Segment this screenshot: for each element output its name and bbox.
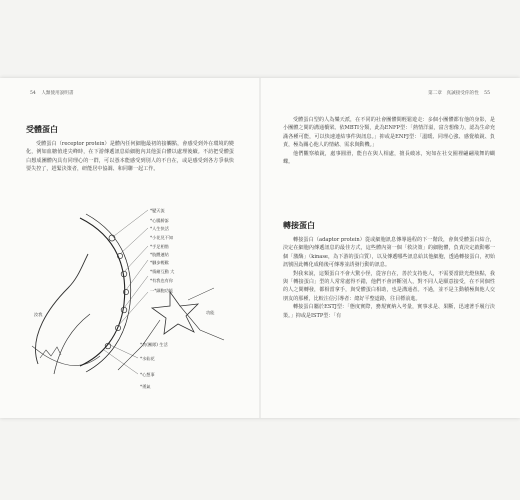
sketch-label-10: 一*細胞功能 [150,288,174,293]
sketch-label-9: *有我也有你 [150,278,174,283]
receptor-paragraph: 受體蛋白（receptor protein）是體內任何細胞最初的接觸點，會感受到外在環境的變化，例如血糖值達尖峰時，在下游傳遞訊息給細胞內其他蛋白體以處理後續。不訪把受體蛋白想成團體內具有同理心的一群，可以憑本能感受到別人的不自在，或是感受到各方爭執快要失控了，趕緊決策者，研能居中協調、和同聯一起工作。 [26,141,234,173]
adaptor-paragraph-2: 對我來說，這類蛋白不會大驚小怪，從容自在，善於支持他人，不需要當鎂光燈焦點，我與「轉接蛋白」型的人常常處得不錯，他們不會評斷別人，對不同人是願意接受，在不同個性的人之間轉發，都相當拿手，與受體蛋白相助，也是溝通者。不過，並不是主動積極與他人交朋友的那種，比較注信引導者：總好平整道路，往目標前進。 [283,270,495,302]
section-title-adaptor: 轉接蛋白 [283,221,315,230]
book-spread [0,78,520,418]
sketch-label-11: 功能 [206,310,215,315]
chapter-title: 第二章 真誠接受你的性 [428,91,479,96]
section-title-receptor: 受體蛋白 [26,125,58,134]
right-running-head [428,90,494,96]
adaptor-paragraph-3: 轉接蛋白屬於ESTJ型：「態度實際，務規實納入考量，實事求是、果斷，迅速著手履行決策。」抑或是ISTP型：「有 [283,304,495,319]
sketch-side-label: 汝我 [34,312,43,317]
cell-sketch-illustration [20,196,250,406]
adaptor-paragraph-1: 轉接蛋白（adaptor protein）從或細胞訊息傳導過程的下一階段，會與受體蛋白結合，決定在細胞內傳遞訊息的最佳方式，這些體內第一個「救決策」的細胞體，負責決定啟動哪一個「激酶」（kinase，為下游的蛋白質），以及傳遞哪些訊息給其他細胞，透過轉接蛋白，初始訊號因此轉化成稍後可傳導並誘發行動的訊息。 [283,237,495,269]
sketch-label-12: *功(團隊) 生活 [140,342,168,347]
sketch-label-8: *情緒互動 大 [150,269,175,274]
left-page [0,78,259,418]
intro-paragraph-2: 他們觀察敏銳，處事圓滑，能自在與人相處，擅長破冰，宛如在社交圈裡翩翩飛舞的蝴蝶。 [283,150,495,166]
sketch-label-4: *小花兒不知 [150,235,174,240]
sketch-label-14: *心想事 [140,372,155,377]
left-page-number: 54 [30,91,36,96]
right-page-number: 55 [484,91,490,96]
right-page [261,78,520,418]
sketch-label-5: *手足相惜 [150,244,169,249]
sketch-label-7: *腳步輕鬆 [150,260,169,265]
sketch-label-1: *變天流 [150,208,165,213]
adaptor-text-block [283,236,495,320]
intro-text-block [283,116,495,166]
sketch-label-2: *心腸勝訴 [150,218,169,223]
book-title: 人類使用說明書 [41,91,74,96]
sketch-label-3: *人生快活 [150,226,169,231]
sketch-label-15: *勇氣 [140,384,151,389]
receptor-paragraph-block [26,140,234,174]
intro-paragraph: 受體蛋白型的人為樂天派，在不同的社會團體間輕鬆遊走：多個小團體都有他的身影，是小團體之間的溝通橋梁。依MBTI分類，此為ENFP型：「熱情洋溢，富含想像力，認為生命充滿各種可能，可以快速連結事件與訊息。」抑或是ENFJ型：「溫暖、同理心強、感覺敏銳、負責，極為關心他人的情緒、需求與動機。」 [283,117,495,149]
sketch-label-6: *肢體連結 [150,252,169,257]
sketch-label-13: *水仙花 [140,356,155,361]
left-running-head [26,90,74,96]
